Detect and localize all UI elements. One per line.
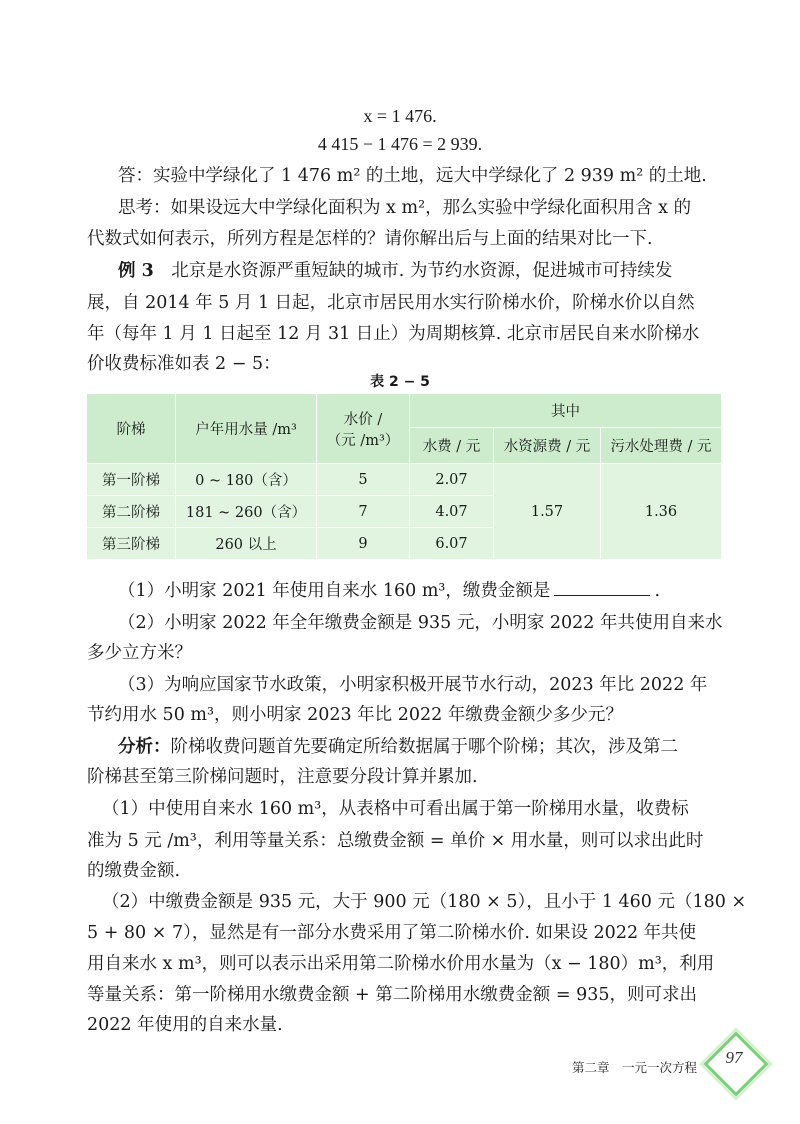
row1-water-fee: 2.07 [410, 464, 494, 496]
analysis-2-line-1: （2）中缴费金额是 935 元，大于 900 元（180 × 5），且小于 1 460 元（180 × [102, 892, 747, 912]
row3-usage: 260 以上 [176, 528, 317, 560]
row1-price: 5 [317, 464, 410, 496]
row2-usage: 181 ~ 260（含） [176, 496, 317, 528]
header-group: 其中 [410, 394, 722, 428]
page-number-badge [706, 1034, 762, 1090]
thinking-line-1: 思考：如果设远大中学绿化面积为 x m²，那么实验中学绿化面积用含 x 的 [118, 198, 692, 218]
analysis-1-line-1: （1）中使用自来水 160 m³，从表格中可看出属于第一阶梯用水量，收费标 [102, 799, 689, 819]
analysis-label: 分析： [118, 737, 171, 757]
header-usage: 户年用水量 /m³ [176, 394, 317, 464]
analysis-text-1: 阶梯收费问题首先要确定所给数据属于哪个阶梯；其次，涉及第二 [170, 737, 678, 757]
question-2-line-1: （2）小明家 2022 年全年缴费金额是 935 元，小明家 2022 年共使用自来水 [118, 613, 723, 633]
resource-fee-value: 1.57 [494, 464, 601, 560]
analysis-2-line-2: 5 + 80 × 7），显然是有一部分水费采用了第二阶梯水价. 如果设 2022 年共使 [87, 923, 697, 943]
question-3-line-2: 节约用水 50 m³，则小明家 2023 年比 2022 年缴费金额少多少元？ [87, 705, 623, 725]
header-resource-fee: 水资源费 / 元 [494, 428, 601, 464]
example-line-1 [118, 259, 748, 283]
analysis-2-line-4: 等量关系：第一阶梯用水缴费金额 + 第二阶梯用水缴费金额 = 935，则可求出 [87, 985, 697, 1005]
thinking-line-2: 代数式如何表示，所列方程是怎样的？请你解出后与上面的结果对比一下. [87, 229, 653, 249]
analysis-2-line-3: 用自来水 x m³，则可以表示出采用第二阶梯水价用水量为（x − 180）m³，利用 [87, 954, 715, 974]
question-1 [118, 579, 748, 603]
header-sewage-fee: 污水处理费 / 元 [601, 428, 722, 464]
question-3-line-1: （3）为响应国家节水政策，小明家积极开展节水行动，2023 年比 2022 年 [118, 675, 708, 695]
example-line-4: 价收费标准如表 2 − 5： [87, 354, 281, 374]
analysis-line-2: 阶梯甚至第三阶梯问题时，注意要分段计算并累加. [87, 767, 478, 787]
analysis-2-line-5: 2022 年使用的自来水量. [87, 1015, 283, 1035]
row3-tier: 第三阶梯 [87, 528, 176, 560]
row3-price: 9 [317, 528, 410, 560]
row1-tier: 第一阶梯 [87, 464, 176, 496]
header-price-line-1: 水价 / [343, 411, 383, 428]
analysis-1-line-3: 的缴费金额. [87, 861, 181, 881]
answer-text: 答：实验中学绿化了 1 476 m² 的土地，远大中学绿化了 2 939 m² 的土地. [118, 166, 707, 186]
analysis-line-1 [118, 735, 748, 759]
row2-tier: 第二阶梯 [87, 496, 176, 528]
header-price-line-2: （元 /m³） [326, 432, 400, 449]
header-tier: 阶梯 [87, 394, 176, 464]
row1-usage: 0 ~ 180（含） [176, 464, 317, 496]
header-water-fee: 水费 / 元 [410, 428, 494, 464]
equation-1: x = 1 476. [363, 106, 437, 126]
equation-2: 4 415 − 1 476 = 2 939. [317, 134, 483, 154]
row2-price: 7 [317, 496, 410, 528]
water-price-table [86, 393, 722, 560]
example-line-3: 年（每年 1 月 1 日起至 12 月 31 日止）为周期核算. 北京市居民自来水阶梯水 [87, 324, 700, 344]
question-1-end: . [654, 581, 661, 601]
example-label: 例 3 [118, 261, 154, 281]
question-2-line-2: 多少立方米？ [87, 643, 192, 663]
page-number: 97 [725, 1048, 743, 1067]
example-line-2: 展，自 2014 年 5 月 1 日起，北京市居民用水实行阶梯水价，阶梯水价以自然 [87, 293, 695, 313]
header-price [317, 394, 410, 464]
question-1-text: （1）小明家 2021 年使用自来水 160 m³，缴费金额是 [118, 581, 551, 601]
row3-water-fee: 6.07 [410, 528, 494, 560]
sewage-fee-value: 1.36 [601, 464, 722, 560]
chapter-title: 第二章 一元一次方程 [572, 1060, 698, 1075]
answer-blank[interactable] [554, 581, 650, 596]
table-caption: 表 2 − 5 [370, 374, 430, 390]
analysis-1-line-2: 准为 5 元 /m³，利用等量关系：总缴费金额 = 单价 × 用水量，则可以求出此时 [87, 831, 704, 851]
row2-water-fee: 4.07 [410, 496, 494, 528]
example-text-1: 北京是水资源严重短缺的城市. 为节约水资源，促进城市可持续发 [171, 261, 673, 281]
